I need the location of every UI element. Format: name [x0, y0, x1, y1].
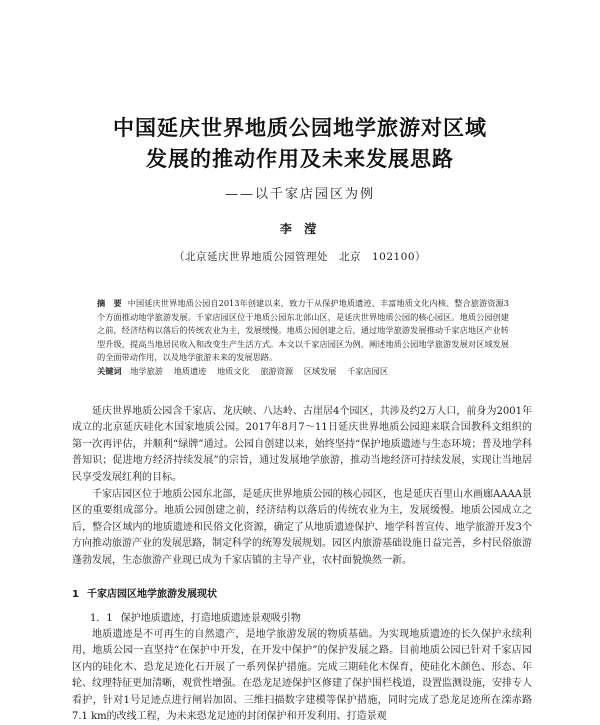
- body-paragraph-2: 千家店园区位于地质公园东北部，是延庆世界地质公园的核心园区，也是延庆百里山水画廊AAAA景区的重要组成部分。地质公园创建之前，经济结构以落后的传统农业为主，发展缓慢。地质公园成立之后，整合区域内的地质遗迹和民俗文化资源，确定了从地质遗迹保护、地学科普宣传、地学旅游开发3个方向推动旅游产业的发展思路，制定科学的统筹发展规划。园区内旅游基础设施日益完善，乡村民俗旅游蓬勃发展，生态旅游产业现已成为千家店镇的主导产业，农村面貌焕然一新。: [72, 489, 532, 566]
- keyword: 地质文化: [216, 365, 250, 376]
- author: 李 滢: [279, 222, 321, 236]
- subsection-title: 保护地质遗迹，打造地质遗迹景观吸引物: [120, 613, 301, 624]
- keyword: 区域发展: [303, 365, 337, 376]
- abstract-label: 摘 要: [97, 298, 122, 308]
- keyword: 旅游资源: [260, 365, 294, 376]
- keyword: 地学旅游: [130, 365, 163, 376]
- subtitle: ——以千家店园区为例: [224, 187, 375, 202]
- subsection-heading: [90, 609, 301, 624]
- body-paragraph-3: 地质遗迹是不可再生的自然遗产，是地学旅游发展的物质基础。为实现地质遗迹的长久保护永续利用，地质公园一直坚持“在保护中开发，在开发中保护”的保护发展之路。目前地质公园已针对千家店园区内的硅化木、恐龙足迹化石开展了一系列保护措施。完成三期硅化木保育，使硅化木颜色、形态、年轮、纹理特征更加清晰，观赏性增强。在恐龙足迹保护区修建了保护围栏栈道，设置监测设施，安排专人看护，针对1号足迹点进行闸岩加固、三维扫描数字建模等保护措施，同时完成了恐龙足迹所在滦赤路7.1 km的改线工程，为未来恐龙足迹的封闭保护和开发利用、打造景观: [72, 629, 532, 723]
- title-line-1: 中国延庆世界地质公园地学旅游对区域: [113, 116, 487, 140]
- abstract-text: 中国延庆世界地质公园自2013年创建以来，致力于从保护地质遗迹、丰富地质文化内核、整合旅游资源3个方面推动地学旅游发展。千家店园区位于地质公园东北部山区，是延庆世界地质公园的核心园区。地质公园创建之前，经济结构以落后的传统农业为主，发展缓慢。地质公园创建之后，通过地学旅游发展推动千家店地区产业转型升级，提高当地居民收入和改变生产生活方式。本文以千家店园区为例，阐述地质公园地学旅游发展对区域发展的全面带动作用，以及地学旅游未来的发展思路。: [97, 298, 509, 363]
- keyword: 地质遗迹: [173, 365, 207, 376]
- keyword: 千家店园区: [347, 365, 389, 376]
- keywords: [97, 365, 509, 379]
- abstract: [97, 297, 509, 365]
- abstract-block: [97, 297, 509, 379]
- section-heading: [72, 585, 217, 600]
- body-paragraph-1: 延庆世界地质公园含千家店、龙庆峡、八达岭、古崖居4个园区，共涉及约2万人口，前身为2001年成立的北京延庆硅化木国家地质公园。2017年8月7～11日延庆世界地质公园迎来联合国教科文组织的第一次再评估，并顺利“绿牌”通过。公园自创建以来，始终坚持“保护地质遗迹与生态环境；普及地学科普知识；促进地方经济持续发展”的宗旨，通过发展地学旅游，推动当地经济可持续发展，实现让当地居民享受发展红利的目标。: [72, 406, 532, 483]
- subsection-number: 1．1: [90, 613, 113, 624]
- section-number: 1: [72, 589, 79, 600]
- section-title: 千家店园区地学旅游发展现状: [86, 589, 217, 600]
- title-line-2: 发展的推动作用及未来发展思路: [146, 147, 454, 171]
- keywords-label: 关键词: [97, 365, 122, 376]
- affiliation: （北京延庆世界地质公园管理处 北京 102100）: [173, 251, 427, 263]
